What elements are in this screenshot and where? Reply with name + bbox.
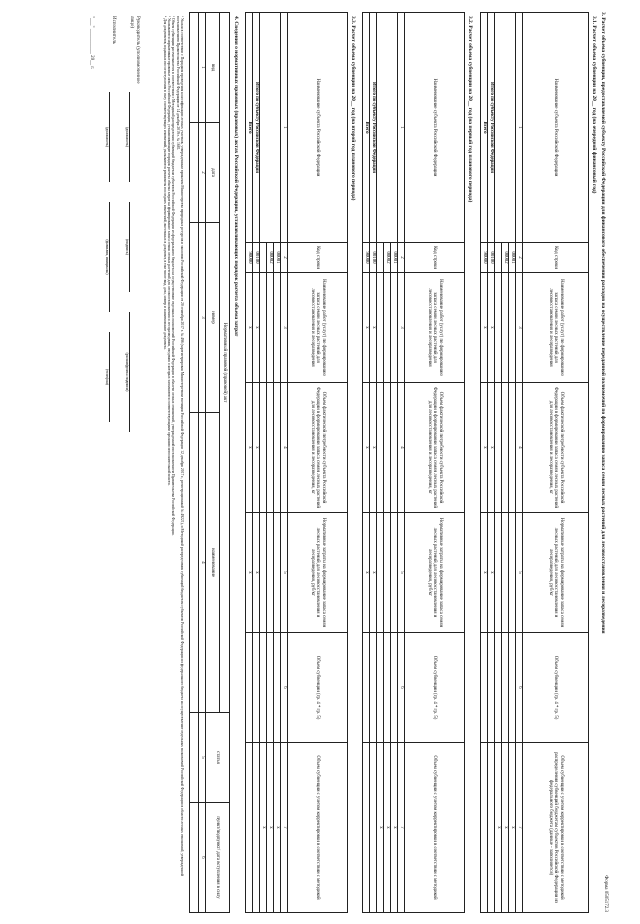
- x-cell: x: [481, 383, 488, 513]
- x-cell: x: [363, 383, 370, 513]
- caption-fio: (фамилия, инициалы): [105, 239, 109, 275]
- caption-signature: (подпись): [125, 239, 129, 255]
- column-number: 6: [516, 633, 523, 743]
- column-number: 7: [516, 743, 523, 913]
- data-cell[interactable]: [384, 513, 391, 633]
- column-number: 1: [281, 13, 288, 243]
- data-cell[interactable]: [391, 273, 398, 383]
- x-cell: x: [509, 743, 516, 913]
- data-cell[interactable]: [384, 273, 391, 383]
- footnote: ² Объем субвенции рассчитывается в соответствии с Методикой распределения субвенций бюджетам субъектов Российской Федерации из федерального бюджета на осуществление отдельных полномочий Российской Федерации в области лесных отношений, утвержденной постановлением Правительства Российской Федерации.: [171, 16, 176, 536]
- data-cell[interactable]: [481, 743, 488, 913]
- data-cell[interactable]: [274, 513, 281, 633]
- data-cell[interactable]: [495, 273, 502, 383]
- data-cell[interactable]: [495, 513, 502, 633]
- header-cell: Объем субвенции с учетом корректировки в соответствии с методикой: [405, 743, 465, 913]
- data-cell[interactable]: [377, 273, 384, 383]
- header-cell: Код строки: [405, 243, 465, 273]
- row-code: 00001: [391, 243, 398, 273]
- data-cell[interactable]: [267, 383, 274, 513]
- table-3-3: [245, 12, 348, 913]
- header-cell: Объем фактической потребности субъекта Российской Федерации в формировании запаса семян лесных растений для лесовосстановления и лесоразведения, кг: [523, 383, 589, 513]
- column-number: 3: [199, 223, 206, 413]
- column-number: 4: [516, 383, 523, 513]
- head-label: Руководитель (уполномоченное лицо): [129, 16, 140, 84]
- caption-phone: (телефон): [105, 369, 109, 385]
- caption-position: (должность): [105, 127, 109, 147]
- data-cell[interactable]: [391, 633, 398, 743]
- section31-title: 3.1. Расчет объема субвенции на 20__ год (на очередной финансовый год): [591, 16, 597, 194]
- row-code: 00001: [509, 243, 516, 273]
- header-cell: Объем субвенции с учетом корректировки в соответствии с методикой: [288, 743, 348, 913]
- footnote: ⁴ Для документов, изданных после вступления в силу соответствующих изменений, указываются реквизиты последних изменений, внесенных в документ, в том числе вид, дата, номер и наименование документа.: [163, 16, 167, 350]
- row-code: 00100: [488, 243, 495, 273]
- data-cell[interactable]: [260, 273, 267, 383]
- row-code: 90000: [246, 243, 253, 273]
- total-label: Всего: [363, 13, 370, 243]
- column-number: 6: [199, 803, 206, 913]
- header-cell: Нормативные затраты на формирование запаса семян лесных растений для лесовосстановления и лесоразведения, руб/кг: [288, 513, 348, 633]
- section3-title: 3. Расчет объема субвенции, предоставляемой субъекту Российской Федерации для финансового обеспечения расходов на осуществление переданной полномочий по формированию запаса семян лесных растений для лесовосстановления и лесоразведения: [600, 12, 606, 634]
- header-cell: Объем субвенции (гр. 4 * гр. 5): [405, 633, 465, 743]
- header-cell: Объем субвенции (гр. 4 * гр. 5): [523, 633, 589, 743]
- footnote: ¹ Указан в соответствии с Порядком проведения классификации лесных участков, утвержденным приказом Министерства природных ресурсов и экологии Российской Федерации от 20 сентября 2017 г. № 496 (зарегистрирован Министерством юстиции Российской Федерации 12 декабря 2017 г., регистрационный № 49221), и Методикой распределения субвенций бюджетам субъектов Российской Федерации из федерального бюджета на осуществление отдельных полномочий Российской Федерации в области лесных отношений, утвержденной постановлением Правительства Российской Федерации от 14 декабря 2019 г. № 1681.: [175, 16, 184, 876]
- data-cell[interactable]: [502, 513, 509, 633]
- column-number: 3: [398, 273, 405, 383]
- data-cell[interactable]: [190, 13, 199, 123]
- column-number: 2: [281, 243, 288, 273]
- x-cell: x: [370, 383, 377, 513]
- header-cell: вид: [206, 13, 220, 123]
- row-code: 00001: [274, 243, 281, 273]
- section4-title: 4. Сведения о нормативных правовых (правовых) актах Российской Федерации, устанавливающих порядок расчета объема затрат: [233, 16, 239, 337]
- x-cell: x: [495, 743, 502, 913]
- head-signature-block: [122, 92, 136, 512]
- total-subject-label: Итого по субъекту Российской Федерации: [488, 13, 495, 243]
- data-cell[interactable]: [190, 713, 199, 803]
- x-cell: x: [363, 273, 370, 383]
- executor-name-line[interactable]: [109, 202, 116, 312]
- data-cell[interactable]: [384, 383, 391, 513]
- data-cell[interactable]: [488, 633, 495, 743]
- row-code: 00100: [253, 243, 260, 273]
- total-subject-label: Итого по субъекту Российской Федерации: [370, 13, 377, 243]
- column-number: 6: [281, 633, 288, 743]
- data-cell[interactable]: [274, 383, 281, 513]
- header-cell: статья: [206, 713, 230, 803]
- x-cell: x: [488, 273, 495, 383]
- header-cell: Наименование субъекта Российской Федерации: [405, 13, 465, 243]
- x-cell: x: [246, 273, 253, 383]
- header-cell: Наименование субъекта Российской Федерации: [288, 13, 348, 243]
- x-cell: x: [246, 383, 253, 513]
- caption-position: (должность): [125, 127, 129, 147]
- executor-signature-block: [102, 92, 116, 512]
- executor-position-line[interactable]: [109, 92, 116, 182]
- data-cell[interactable]: [377, 383, 384, 513]
- data-cell[interactable]: [363, 633, 370, 743]
- row-code: [495, 243, 502, 273]
- data-cell[interactable]: [267, 273, 274, 383]
- table-3-2: [362, 12, 465, 913]
- x-cell: x: [253, 273, 260, 383]
- total-label: Всего: [246, 13, 253, 243]
- table-3-1: [480, 12, 589, 913]
- header-cell: номер: [206, 223, 220, 413]
- data-cell[interactable]: [370, 743, 377, 913]
- column-number: 4: [281, 383, 288, 513]
- header-cell: Код строки: [523, 243, 589, 273]
- x-cell: x: [481, 273, 488, 383]
- row-code: 00100: [370, 243, 377, 273]
- column-number: 1: [516, 13, 523, 243]
- row-code: 90000: [363, 243, 370, 273]
- data-cell[interactable]: [502, 273, 509, 383]
- header-cell: Нормативные затраты на формирование запаса семян лесных растений для лесовосстановления и лесоразведения, руб/кг: [523, 513, 589, 633]
- header-cell: Наименование работ (услуг) по формированию запаса семян лесных растений для лесовосстановления и лесоразведения: [405, 273, 465, 383]
- x-cell: x: [370, 513, 377, 633]
- data-cell[interactable]: [274, 273, 281, 383]
- data-cell[interactable]: [488, 743, 495, 913]
- column-number: 7: [398, 743, 405, 913]
- caption-name: (расшифровка подписи): [125, 352, 129, 392]
- data-cell[interactable]: [391, 383, 398, 513]
- data-cell[interactable]: [260, 383, 267, 513]
- row-code: 00002: [502, 243, 509, 273]
- column-number: 2: [199, 123, 206, 223]
- data-cell[interactable]: [260, 513, 267, 633]
- x-cell: x: [363, 513, 370, 633]
- head-name-line[interactable]: [129, 312, 136, 432]
- data-cell[interactable]: [391, 513, 398, 633]
- column-number: 5: [199, 713, 206, 803]
- executor-phone-line[interactable]: [109, 332, 116, 422]
- column-number: 6: [398, 633, 405, 743]
- data-cell[interactable]: [384, 633, 391, 743]
- header-cell: Код строки: [288, 243, 348, 273]
- x-cell: x: [481, 513, 488, 633]
- column-number: 3: [516, 273, 523, 383]
- row-code: [260, 243, 267, 273]
- group-header: Нормативный правовой (правовой) акт: [220, 13, 230, 713]
- data-cell[interactable]: [260, 633, 267, 743]
- row-code: 00002: [384, 243, 391, 273]
- data-cell[interactable]: [509, 273, 516, 383]
- form-number: Форма 0505172.3: [603, 875, 608, 912]
- column-number: 5: [281, 513, 288, 633]
- data-cell[interactable]: [509, 383, 516, 513]
- data-cell[interactable]: [481, 633, 488, 743]
- row-code: 90000: [481, 243, 488, 273]
- data-cell[interactable]: [190, 123, 199, 223]
- row-code: [377, 243, 384, 273]
- data-cell[interactable]: [495, 633, 502, 743]
- x-cell: x: [260, 743, 267, 913]
- header-cell: Нормативные затраты на формирование запаса семян лесных растений для лесовосстановления и лесоразведения, руб/кг: [405, 513, 465, 633]
- column-number: 5: [516, 513, 523, 633]
- x-cell: x: [253, 513, 260, 633]
- data-cell[interactable]: [267, 513, 274, 633]
- subject-name-cell[interactable]: [495, 13, 516, 243]
- x-cell: x: [502, 743, 509, 913]
- row-code: 00002: [267, 243, 274, 273]
- date-line[interactable]: "___" __________ 20__ г.: [89, 16, 94, 70]
- column-number: 2: [516, 243, 523, 273]
- x-cell: x: [384, 743, 391, 913]
- data-cell[interactable]: [274, 633, 281, 743]
- x-cell: x: [267, 743, 274, 913]
- data-cell[interactable]: [246, 743, 253, 913]
- data-cell[interactable]: [509, 513, 516, 633]
- subject-name-cell[interactable]: [260, 13, 281, 243]
- data-cell[interactable]: [509, 633, 516, 743]
- data-cell[interactable]: [267, 633, 274, 743]
- column-number: 1: [398, 13, 405, 243]
- header-cell: дата: [206, 123, 220, 223]
- header-cell: Наименование работ (услуг) по формированию запаса семян лесных растений для лесовосстановления и лесоразведения: [523, 273, 589, 383]
- table-4: [189, 12, 230, 913]
- data-cell[interactable]: [253, 743, 260, 913]
- column-number: 4: [398, 383, 405, 513]
- x-cell: x: [377, 743, 384, 913]
- head-signature-line[interactable]: [129, 202, 136, 292]
- data-cell[interactable]: [502, 383, 509, 513]
- section33-title: 3.3. Расчет объема субвенции на 20__ год (на второй год планового периода): [350, 16, 356, 201]
- subject-name-cell[interactable]: [377, 13, 398, 243]
- header-cell: пункт/подпункт/ дата вступления в силу: [206, 803, 230, 913]
- data-cell[interactable]: [502, 633, 509, 743]
- x-cell: x: [274, 743, 281, 913]
- x-cell: x: [246, 513, 253, 633]
- header-cell: Объем фактической потребности субъекта Российской Федерации в формировании запаса семян лесных растений для лесовосстановления и лесоразведения, кг: [288, 383, 348, 513]
- data-cell[interactable]: [377, 513, 384, 633]
- column-number: 7: [281, 743, 288, 913]
- footnotes: [163, 16, 184, 896]
- header-cell: Наименование работ (услуг) по формированию запаса семян лесных растений для лесовосстановления и лесоразведения: [288, 273, 348, 383]
- data-cell[interactable]: [190, 803, 199, 913]
- header-cell: Наименование субъекта Российской Федерации: [523, 13, 589, 243]
- column-number: 2: [398, 243, 405, 273]
- column-number: 4: [199, 413, 206, 713]
- rotated-form: [0, 12, 610, 912]
- x-cell: x: [391, 743, 398, 913]
- column-number: 3: [281, 273, 288, 383]
- data-cell[interactable]: [246, 633, 253, 743]
- data-cell[interactable]: [363, 743, 370, 913]
- total-subject-label: Итого по субъекту Российской Федерации: [253, 13, 260, 243]
- data-cell[interactable]: [253, 633, 260, 743]
- data-cell[interactable]: [370, 633, 377, 743]
- column-number: 5: [398, 513, 405, 633]
- section32-title: 3.2. Расчет объема субвенции на 20__ год (на первый год планового периода): [467, 16, 473, 203]
- x-cell: x: [488, 513, 495, 633]
- total-label: Всего: [481, 13, 488, 243]
- executor-label: Исполнитель: [111, 16, 116, 44]
- x-cell: x: [253, 383, 260, 513]
- data-cell[interactable]: [190, 223, 199, 413]
- x-cell: x: [370, 273, 377, 383]
- data-cell[interactable]: [377, 633, 384, 743]
- header-cell: Объем фактической потребности субъекта Российской Федерации в формировании запаса семян лесных растений для лесовосстановления и лесоразведения, кг: [405, 383, 465, 513]
- data-cell[interactable]: [190, 413, 199, 713]
- x-cell: x: [488, 383, 495, 513]
- header-cell: наименование: [206, 413, 220, 713]
- head-position-line[interactable]: [129, 92, 136, 182]
- column-number: 1: [199, 13, 206, 123]
- header-cell: Объем субвенции (гр. 4 * гр. 5): [288, 633, 348, 743]
- data-cell[interactable]: [495, 383, 502, 513]
- footnote: ³ Указываются нормативные правовые акты Российской Федерации, устанавливающие порядок расчета объема затрат на формирование запаса семян лесных растений для лесовосстановления и лесоразведения, сведения о которых заполняются соответствующими органами исполнительной власти.: [167, 16, 172, 486]
- header-cell: Объем субвенции с учетом корректировки в соответствии с методикой распределения субвенций бюджетам субъектов Российской Федерации из федерального бюджета (данные - заполняется): [523, 743, 589, 913]
